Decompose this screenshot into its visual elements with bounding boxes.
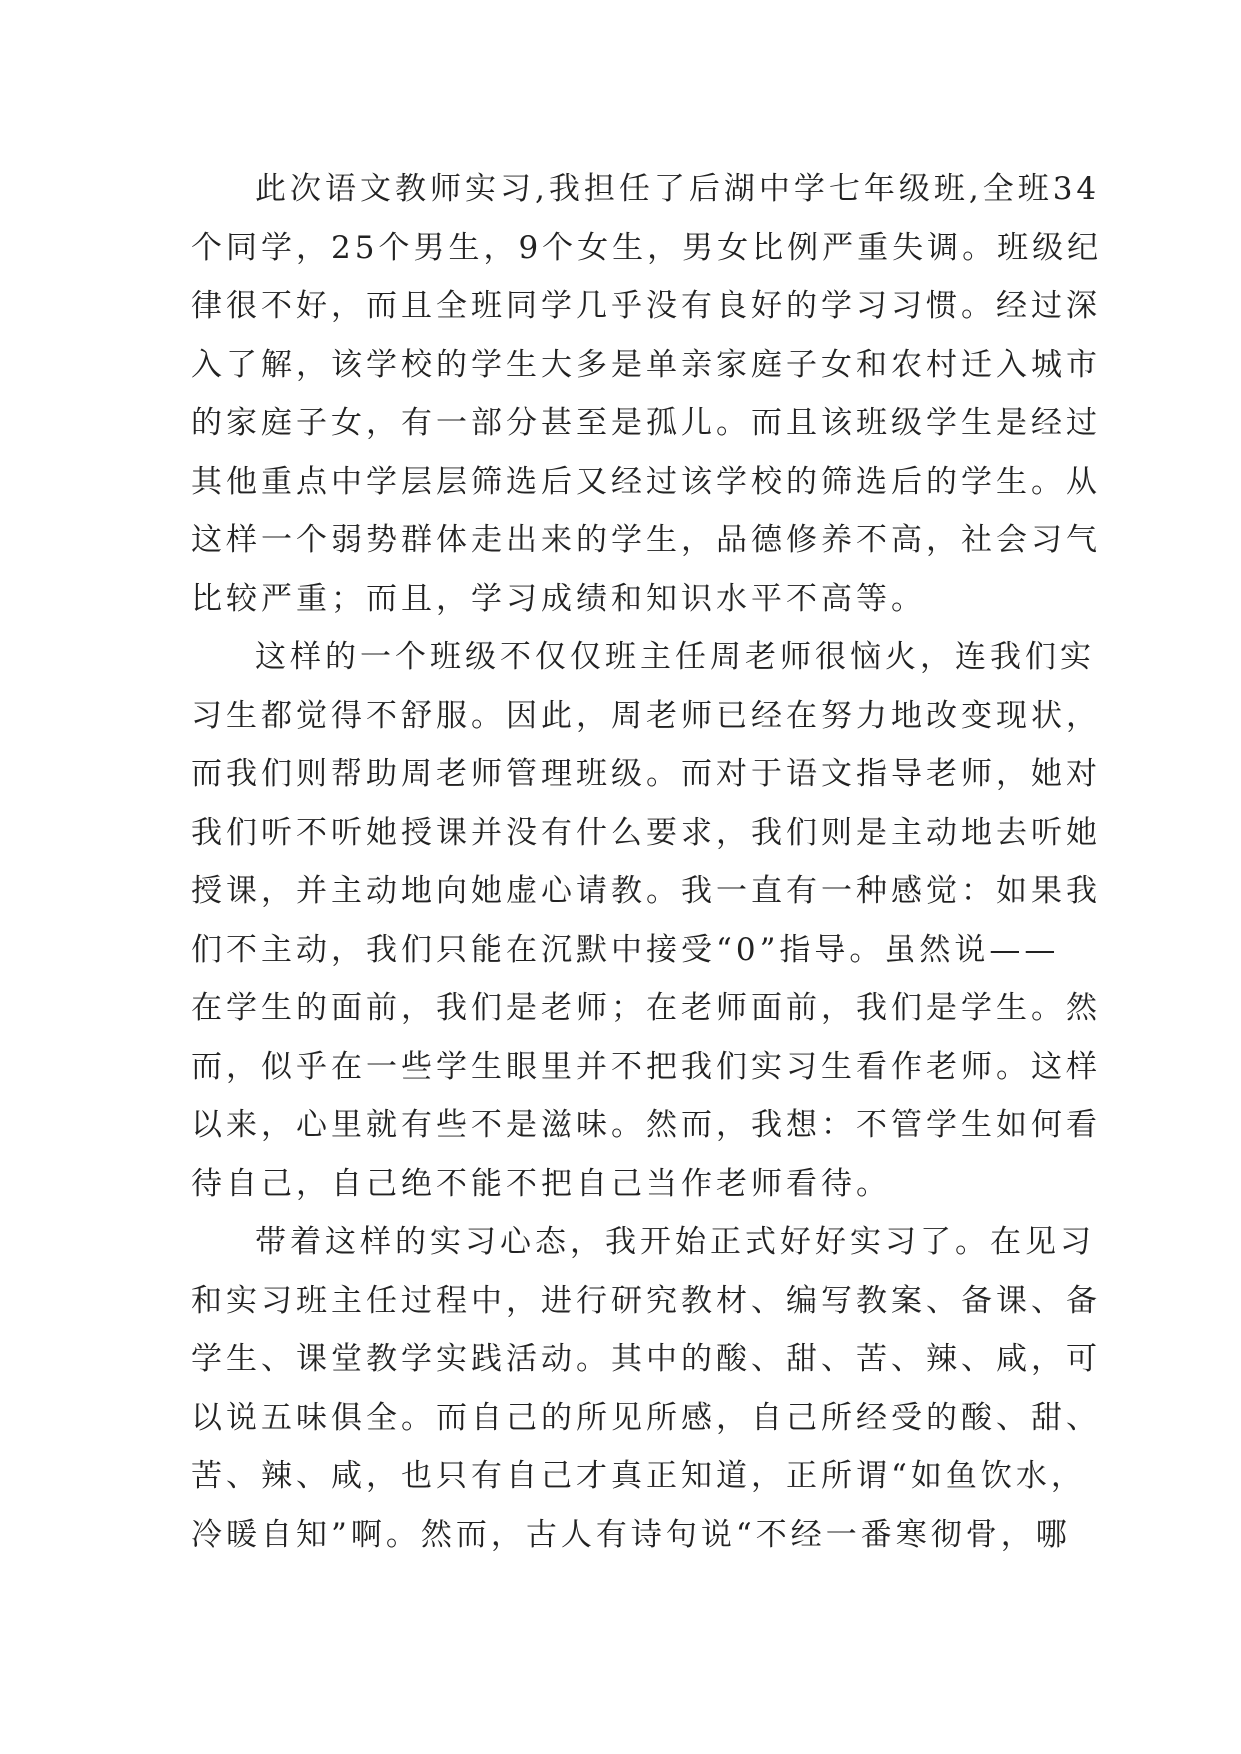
text-line: 而我们则帮助周老师管理班级。而对于语文指导老师，她对	[191, 756, 1101, 792]
paragraph-2	[191, 628, 1101, 1213]
text-line: 习生都觉得不舒服。因此，周老师已经在努力地改变现状，	[191, 697, 1101, 734]
text-line: 律很不好，而且全班同学几乎没有良好的学习习惯。经过深	[191, 288, 1101, 324]
paragraph-1	[191, 160, 1103, 628]
text-line: 这样的一个班级不仅仅班主任周老师很恼火，连我们实	[255, 639, 1095, 675]
text-line: 苦、辣、咸，也只有自己才真正知道，正所谓“如鱼饮水，	[191, 1458, 1086, 1494]
text-line: 冷暖自知”啊。然而，古人有诗句说“不经一番寒彻骨，哪	[191, 1516, 1071, 1553]
text-line: 个同学，25个男生，9个女生，男女比例严重失调。班级纪	[191, 229, 1103, 266]
text-line: 入了解，该学校的学生大多是单亲家庭子女和农村迁入城市	[191, 346, 1101, 383]
text-line: 和实习班主任过程中，进行研究教材、编写教案、备课、备	[191, 1282, 1101, 1319]
text-line: 以来，心里就有些不是滋味。然而，我想：不管学生如何看	[191, 1107, 1101, 1143]
text-line: 而，似乎在一些学生眼里并不把我们实习生看作老师。这样	[191, 1048, 1101, 1085]
text-line: 们不主动，我们只能在沉默中接受“0”指导。虽然说——	[191, 931, 1060, 968]
text-line: 这样一个弱势群体走出来的学生，品德修养不高，社会习气	[191, 522, 1101, 558]
text-line: 此次语文教师实习,我担任了后湖中学七年级班,全班34	[255, 171, 1101, 207]
document-body	[191, 160, 1103, 1564]
text-line: 其他重点中学层层筛选后又经过该学校的筛选后的学生。从	[191, 463, 1101, 500]
text-line: 带着这样的实习心态，我开始正式好好实习了。在见习	[255, 1224, 1095, 1260]
text-line: 授课，并主动地向她虚心请教。我一直有一种感觉：如果我	[191, 873, 1101, 909]
text-line: 待自己，自己绝不能不把自己当作老师看待。	[191, 1165, 891, 1202]
text-line: 比较严重；而且，学习成绩和知识水平不高等。	[191, 580, 926, 617]
text-line: 在学生的面前，我们是老师；在老师面前，我们是学生。然	[191, 990, 1101, 1026]
text-line: 学生、课堂教学实践活动。其中的酸、甜、苦、辣、咸，可	[191, 1341, 1101, 1377]
text-line: 以说五味俱全。而自己的所见所感，自己所经受的酸、甜、	[191, 1399, 1101, 1436]
paragraph-3	[191, 1213, 1101, 1564]
text-line: 的家庭子女，有一部分甚至是孤儿。而且该班级学生是经过	[191, 405, 1101, 441]
text-line: 我们听不听她授课并没有什么要求，我们则是主动地去听她	[191, 814, 1101, 851]
